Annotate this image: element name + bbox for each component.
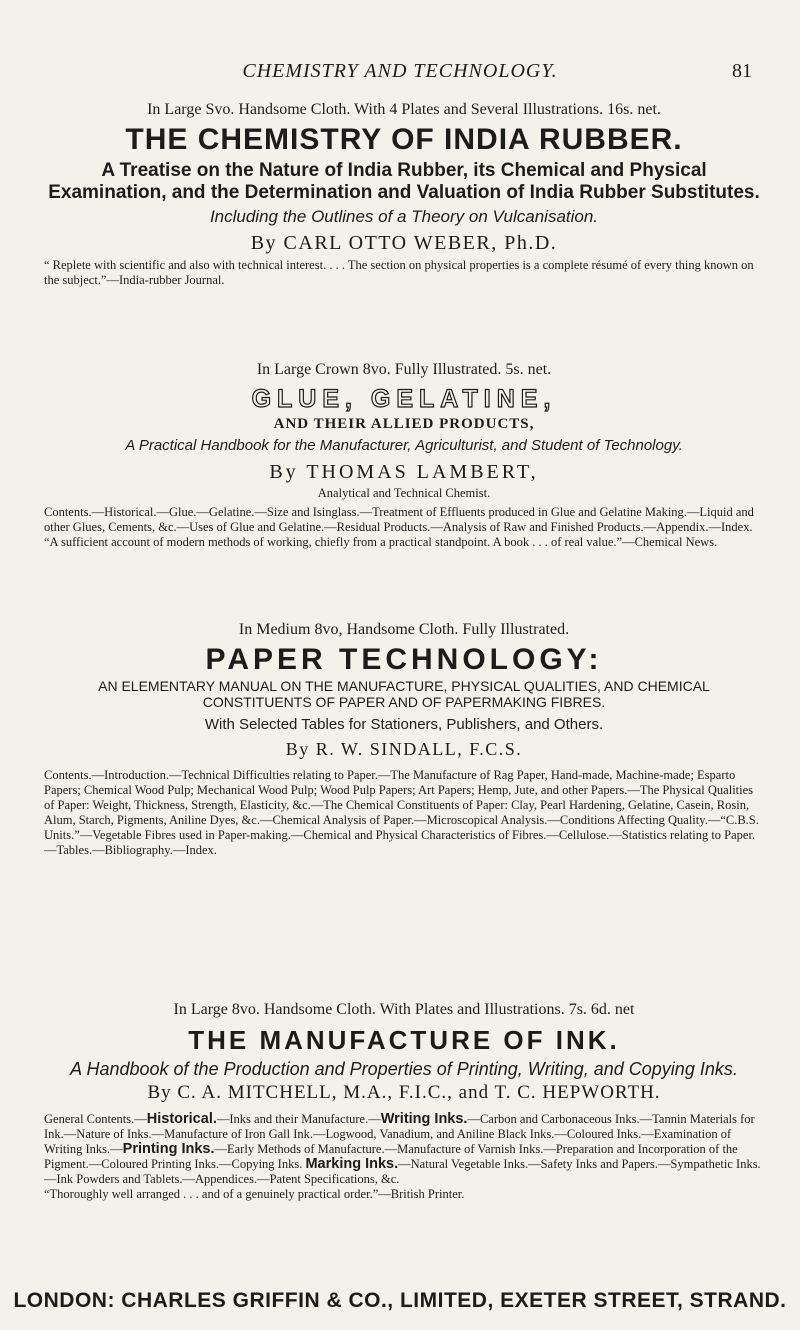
book-author: By CARL OTTO WEBER, Ph.D. (250, 232, 558, 254)
contents-text: —Early Methods of Manufacture.—Manufacture of Varnish Inks.—Preparation and Incorporation of the Pigment.—Coloured Printing Inks.—Copying Inks. (44, 1142, 738, 1171)
book-format: In Large Crown 8vo. Fully Illustrated. 5s. net. (256, 361, 552, 378)
book-contents: Contents.—Historical.—Glue.—Gelatine.—Size and Isinglass.—Treatment of Effluents produced in Glue and Gelatine Making.—Liquid and other Glues, Cements, &c.—Uses of Glue and Gelatine.—Residual Products.—Analysis of Raw and Finished Products.—Appendix.—Index. (44, 505, 754, 534)
contents-heading-writing: Writing Inks. (380, 1111, 468, 1127)
book-entry-ink (44, 1000, 764, 1202)
book-review: “ Replete with scientific and also with technical interest. . . . The section on physical properties is a complete résumé of every thing known on the subject.”—India-rubber Journal. (44, 258, 754, 287)
book-subtitle: A Treatise on the Nature of India Rubber, its Chemical and Physical Examination, and the Determination and Valuation of India Rubber Substitutes. (48, 160, 760, 203)
contents-heading-printing: Printing Inks. (122, 1141, 215, 1157)
book-title-sub: AND THEIR ALLIED PRODUCTS, (273, 416, 535, 432)
book-review: “Thoroughly well arranged . . . and of a genuinely practical order.”—British Printer. (44, 1187, 465, 1201)
book-tagline: A Practical Handbook for the Manufacturer, Agriculturist, and Student of Technology. (125, 437, 683, 454)
book-contents (44, 1112, 764, 1187)
contents-heading-marking: Marking Inks. (305, 1156, 399, 1172)
book-title: THE CHEMISTRY OF INDIA RUBBER. (125, 123, 683, 156)
book-contents: Contents.—Introduction.—Technical Difficulties relating to Paper.—The Manufacture of Rag Paper, Hand-made, Machine-made; Esparto Papers; Chemical Wood Pulp; Mechanical Wood Pulp; Wood Pulp Papers; Art Papers; Hemp, Jute, and other Papers.—The Physical Qualities of Paper: Weight, Thickness, Strength, Elasticity, &c.—The Chemical Constituents of Paper: Clay, Pearl Hardening, Gelatine, Casein, Rosin, Alum, Starch, Pigments, Aniline Dyes, &c.—Chemical Analysis of Paper.—Microscopical Analysis.—Conditions Affecting Quality.—“C.B.S. Units.”—Vegetable Fibres used in Paper-making.—Chemical and Physical Characteristics of Fibres.—Cellulose.—Statistics relating to Paper.—Tables.—Bibliography.—Index. (44, 768, 759, 857)
book-review: “A sufficient account of modern methods of working, chiefly from a practical standpoint. A book . . . of real value.”—Chemical News. (44, 535, 718, 549)
book-title: GLUE, GELATINE, (251, 385, 557, 413)
contents-heading-historical: Historical. (146, 1111, 217, 1127)
book-tagline: A Handbook of the Production and Properties of Printing, Writing, and Copying Inks. (70, 1059, 738, 1079)
contents-text: —Natural Vegetable Inks.—Safety Inks and Papers.—Sympathetic Inks.—Ink Powders and Tablets.—Appendices.—Patent Specifications, &c. (44, 1157, 761, 1186)
book-subtitle: AN ELEMENTARY MANUAL ON THE MANUFACTURE, PHYSICAL QUALITIES, AND CHEMICAL CONSTITUENTS OF PAPER AND OF PAPERMAKING FIBRES. (98, 678, 710, 710)
book-entry-india-rubber (44, 100, 764, 288)
book-entry-glue (44, 360, 764, 550)
book-entry-paper (44, 620, 764, 858)
contents-lead: General Contents.— (44, 1112, 147, 1126)
book-tagline: Including the Outlines of a Theory on Vulcanisation. (209, 207, 599, 226)
publisher-footer: LONDON: CHARLES GRIFFIN & CO., LIMITED, EXETER STREET, STRAND. (13, 1289, 787, 1312)
running-header (0, 60, 800, 90)
book-title: THE MANUFACTURE OF INK. (188, 1025, 620, 1055)
book-author-role: Analytical and Technical Chemist. (317, 486, 491, 500)
book-format: In Medium 8vo, Handsome Cloth. Fully Illustrated. (238, 621, 570, 638)
book-author: By C. A. MITCHELL, M.A., F.I.C., and T. C. HEPWORTH. (147, 1082, 661, 1103)
book-format: In Large Svo. Handsome Cloth. With 4 Plates and Several Illustrations. 16s. net. (147, 101, 661, 118)
page-number: 81 (732, 60, 752, 82)
book-author: By R. W. SINDALL, F.C.S. (285, 739, 523, 759)
contents-text: —Carbon and Carbonaceous Inks.—Tannin Materials for Ink.—Nature of Inks.—Manufacture of Iron Gall Ink.—Logwood, Vanadium, and Aniline Black Inks.—Coloured Inks.—Examination of Writing Inks.— (44, 1112, 755, 1156)
book-author: By THOMAS LAMBERT, (269, 461, 539, 483)
contents-text: —Inks and their Manufacture.— (216, 1112, 381, 1126)
book-tagline: With Selected Tables for Stationers, Publishers, and Others. (204, 716, 604, 733)
book-title: PAPER TECHNOLOGY: (205, 643, 603, 676)
book-format: In Large 8vo. Handsome Cloth. With Plates and Illustrations. 7s. 6d. net (173, 1001, 635, 1018)
running-title: CHEMISTRY AND TECHNOLOGY. (242, 60, 558, 82)
